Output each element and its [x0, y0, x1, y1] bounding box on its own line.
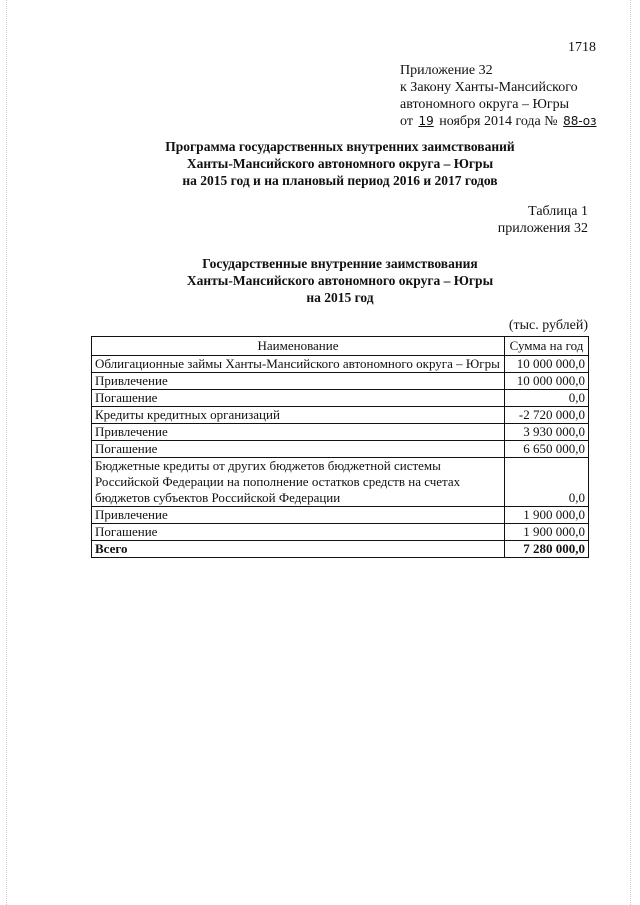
table-row — [92, 424, 589, 441]
table-title-line-3: на 2015 год — [306, 290, 374, 305]
row-name: Погашение — [92, 524, 505, 541]
table-row — [92, 507, 589, 524]
date-day-handwritten: 19 — [418, 114, 434, 128]
row-name: Привлечение — [92, 424, 505, 441]
program-title-line-1: Программа государственных внутренних заимствований — [165, 139, 515, 154]
table-row — [92, 407, 589, 424]
row-amount: 10 000 000,0 — [505, 373, 589, 390]
table-total-row — [92, 541, 589, 558]
table-row — [92, 524, 589, 541]
table-row — [92, 441, 589, 458]
table-reference-line-1: Таблица 1 — [528, 204, 588, 219]
total-amount: 7 280 000,0 — [505, 541, 589, 558]
table-header-row — [92, 337, 589, 356]
row-name: Привлечение — [92, 373, 505, 390]
row-amount: -2 720 000,0 — [505, 407, 589, 424]
appendix-header — [400, 62, 598, 130]
table-title — [90, 255, 590, 306]
row-name: Бюджетные кредиты от других бюджетов бюджетной системы Российской Федерации на пополнение остатков средств на счетах бюджетов субъектов Российской Федерации — [92, 458, 505, 507]
total-label: Всего — [92, 541, 505, 558]
header-name: Наименование — [92, 337, 505, 356]
borrowings-table — [91, 336, 589, 558]
row-amount: 6 650 000,0 — [505, 441, 589, 458]
table-row — [92, 373, 589, 390]
appendix-line-2: к Закону Ханты-Мансийского — [400, 80, 578, 95]
table-row — [92, 458, 589, 507]
header-amount: Сумма на год — [505, 337, 589, 356]
unit-note: (тыс. рублей) — [508, 318, 588, 333]
law-number-handwritten: 88-оз — [563, 114, 597, 128]
table-title-line-2: Ханты-Мансийского автономного округа – Югры — [186, 273, 494, 288]
row-amount: 1 900 000,0 — [505, 524, 589, 541]
left-margin-scan-marks — [6, 0, 8, 905]
table-title-line-1: Государственные внутренние заимствования — [202, 256, 478, 271]
row-amount: 10 000 000,0 — [505, 356, 589, 373]
program-title — [90, 138, 590, 189]
row-amount: 1 900 000,0 — [505, 507, 589, 524]
row-amount: 0,0 — [505, 458, 589, 507]
row-name: Привлечение — [92, 507, 505, 524]
program-title-line-2: Ханты-Мансийского автономного округа – Югры — [186, 156, 494, 171]
program-title-line-3: на 2015 год и на плановый период 2016 и 2017 годов — [182, 173, 498, 188]
table-reference-line-2: приложения 32 — [497, 221, 588, 236]
row-name: Погашение — [92, 441, 505, 458]
appendix-line-1: Приложение 32 — [400, 63, 493, 78]
page-number: 1718 — [568, 40, 596, 55]
row-name: Погашение — [92, 390, 505, 407]
date-prefix: от — [400, 114, 413, 129]
date-rest: ноября 2014 года № — [439, 114, 558, 129]
table-row — [92, 390, 589, 407]
row-amount: 0,0 — [505, 390, 589, 407]
row-amount: 3 930 000,0 — [505, 424, 589, 441]
row-name: Облигационные займы Ханты-Мансийского автономного округа – Югры — [92, 356, 505, 373]
appendix-date-line — [400, 113, 598, 130]
table-reference — [498, 203, 588, 237]
row-name: Кредиты кредитных организаций — [92, 407, 505, 424]
right-margin-scan-marks — [630, 0, 632, 905]
table-row — [92, 356, 589, 373]
appendix-line-3: автономного округа – Югры — [400, 97, 569, 112]
